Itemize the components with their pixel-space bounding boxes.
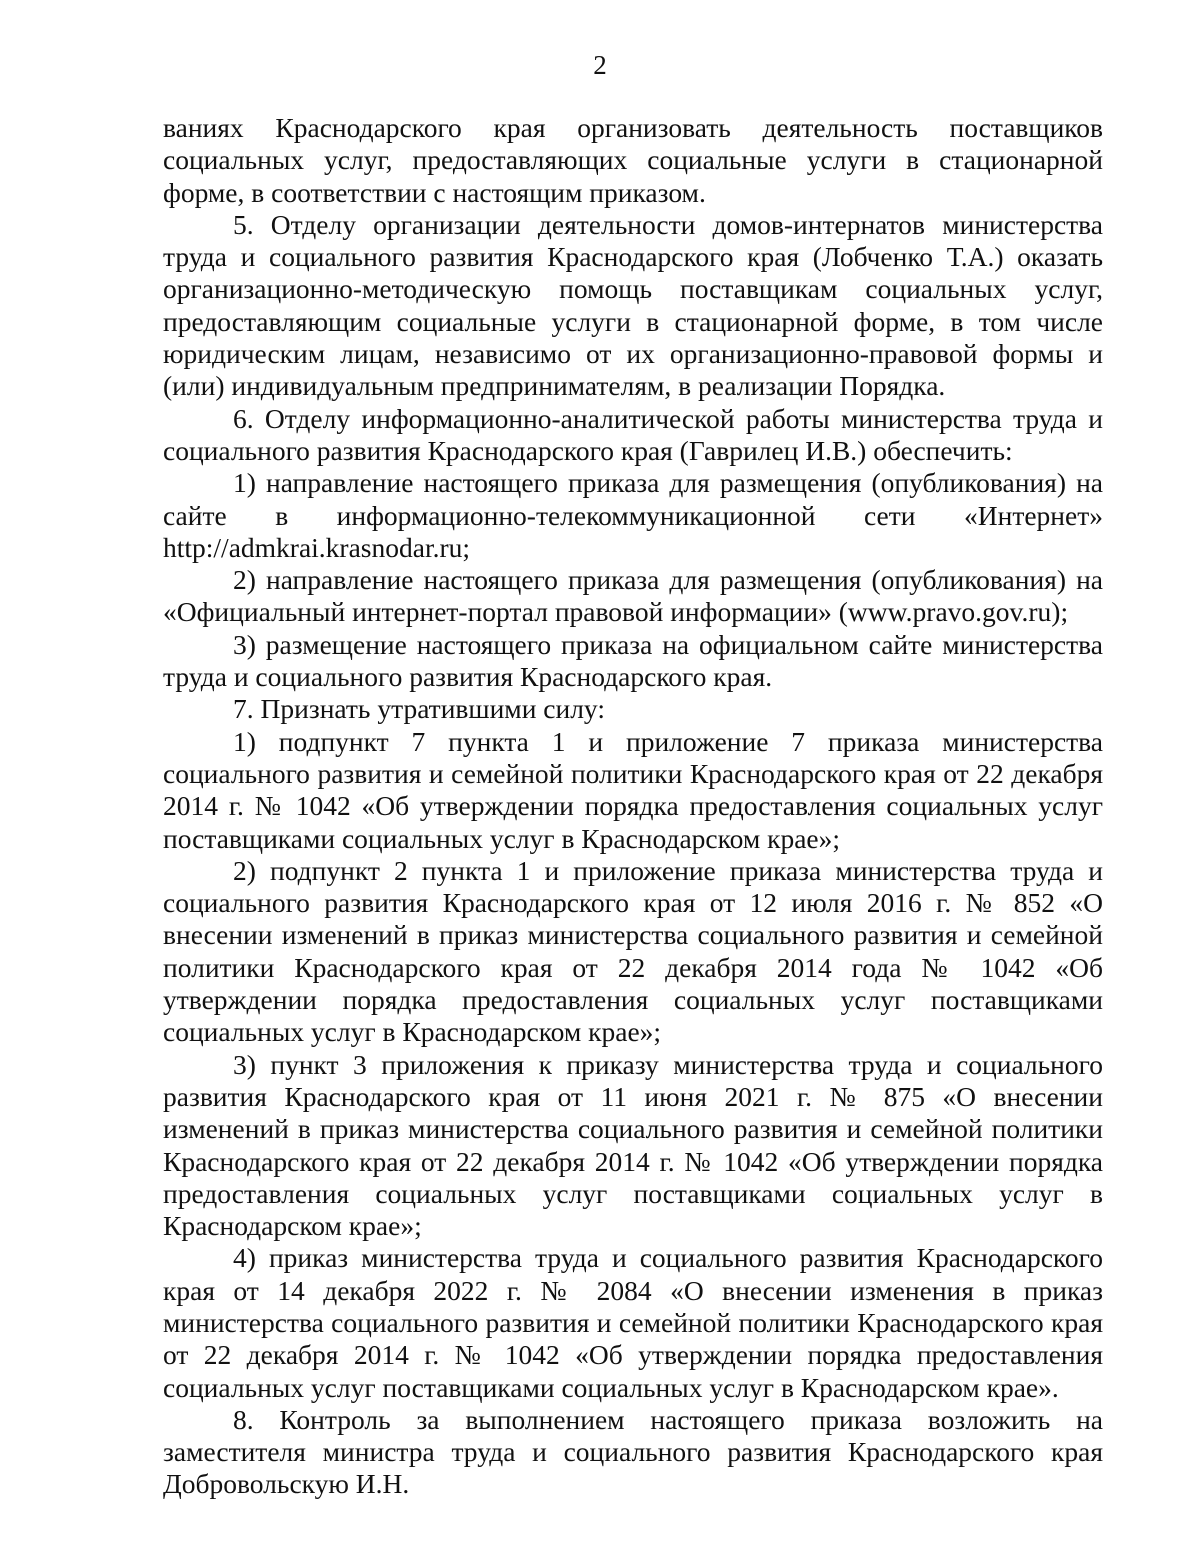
paragraph-item-8: 8. Контроль за выполнением настоящего приказа возложить на заместителя министра труда и социального развития Краснодарского края Добровольскую И.Н. <box>163 1403 1103 1500</box>
paragraph-item-7-4: 4) приказ министерства труда и социального развития Краснодарского края от 14 декабря 2022 г. № 2084 «О внесении изменения в приказ министерства социального развития и семейной политики Краснодарского края от 22 декабря 2014 г. № 1042 «Об утверждении порядка предоставления социальных услуг поставщиками социальных услуг в Краснодарском крае». <box>163 1242 1103 1403</box>
paragraph-item-6: 6. Отделу информационно-аналитической работы министерства труда и социального развития Краснодарского края (Гаврилец И.В.) обеспечить: <box>163 402 1103 466</box>
page-number: 2 <box>593 50 607 80</box>
paragraph-item-6-2: 2) направление настоящего приказа для размещения (опубликования) на «Официальный интернет-портал правовой информации» (www.pravo.gov.ru); <box>163 564 1103 628</box>
paragraph-item-7: 7. Признать утратившими силу: <box>233 693 605 725</box>
paragraph-item-7-1: 1) подпункт 7 пункта 1 и приложение 7 приказа министерства социального развития и семейной политики Краснодарского края от 22 декабря 2014 г. № 1042 «Об утверждении порядка предоставления социальных услуг поставщиками социальных услуг в Краснодарском крае»; <box>163 725 1103 854</box>
paragraph-item-5: 5. Отделу организации деятельности домов-интернатов министерства труда и социального развития Краснодарского края (Лобченко Т.А.) оказать организационно-методическую помощь поставщикам социальных услуг, предоставляющим социальные услуги в стационарной форме, в том числе юридическим лицам, независимо от их организационно-правовой формы и (или) индивидуальным предпринимателям, в реализации Порядка. <box>163 208 1103 402</box>
document-body <box>163 112 1103 1501</box>
paragraph-item-6-3: 3) размещение настоящего приказа на официальном сайте министерства труда и социального развития Краснодарского края. <box>163 628 1103 693</box>
paragraph-item-7-2: 2) подпункт 2 пункта 1 и приложение приказа министерства труда и социального развития Краснодарского края от 12 июля 2016 г. № 852 «О внесении изменений в приказ министерства социального развития и семейной политики Краснодарского края от 22 декабря 2014 года № 1042 «Об утверждении порядка предоставления социальных услуг поставщиками социальных услуг в Краснодарском крае»; <box>163 854 1103 1048</box>
paragraph-continuation: ваниях Краснодарского края организовать деятельность поставщиков социальных услуг, предоставляющих социальные услуги в стационарной форме, в соответствии с настоящим приказом. <box>163 112 1103 208</box>
paragraph-item-6-1: 1) направление настоящего приказа для размещения (опубликования) на сайте в информационно-телекоммуникационной сети «Интернет» http://admkrai.krasnodar.ru; <box>163 467 1103 563</box>
paragraph-item-7-3: 3) пункт 3 приложения к приказу министерства труда и социального развития Краснодарского края от 11 июня 2021 г. № 875 «О внесении изменений в приказ министерства социального развития и семейной политики Краснодарского края от 22 декабря 2014 г. № 1042 «Об утверждении порядка предоставления социальных услуг поставщиками социальных услуг в Краснодарском крае»; <box>163 1048 1103 1242</box>
